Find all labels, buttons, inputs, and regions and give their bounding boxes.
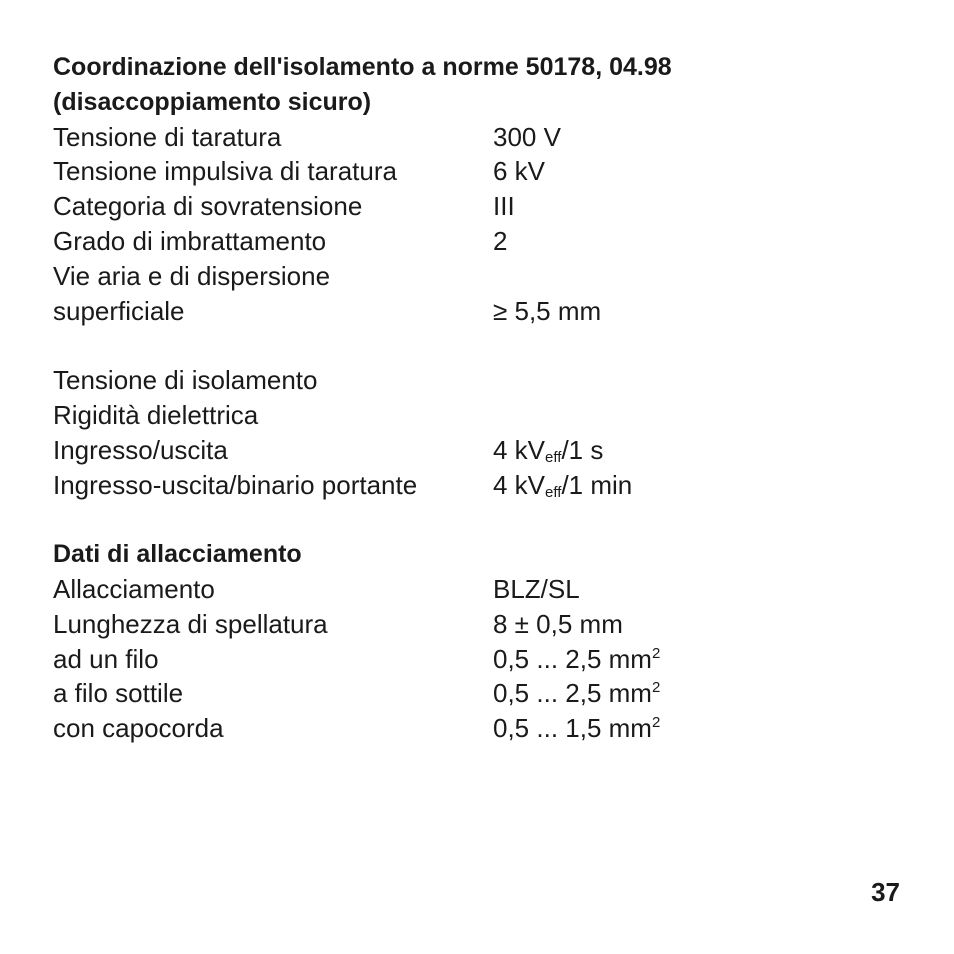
spec-label: Ingresso/uscita (53, 434, 228, 465)
spec-row (53, 676, 913, 711)
heading-line-1: Coordinazione dell'isolamento a norme 50178, 04.98 (53, 53, 672, 81)
spec-value: 2 (493, 225, 508, 256)
spec-row (53, 294, 913, 329)
document-body (53, 50, 913, 746)
value-subscript: eff (545, 448, 562, 466)
heading-line-2: (disaccoppiamento sicuro) (53, 87, 372, 116)
spec-value: 6 kV (493, 156, 546, 187)
section-title-line (53, 363, 913, 398)
spec-row (53, 642, 913, 677)
spec-label: Ingresso-uscita/binario portante (53, 469, 418, 500)
spec-row (53, 154, 913, 189)
section-heading-connection (53, 537, 913, 572)
spec-row (53, 468, 913, 503)
spacer (53, 328, 913, 363)
spec-row (53, 224, 913, 259)
spec-value: BLZ/SL (493, 573, 580, 604)
section-title-line (53, 398, 913, 433)
spec-row (53, 711, 913, 746)
spec-label: Allacciamento (53, 573, 215, 604)
spec-value: 300 V (493, 121, 561, 152)
spec-row (53, 572, 913, 607)
spec-value: ≥ 5,5 mm (493, 295, 602, 326)
spec-value: III (493, 191, 515, 222)
value-superscript: 2 (651, 644, 661, 662)
spec-value (493, 468, 632, 503)
value-main: 4 kV (493, 434, 546, 465)
value-subscript: eff (545, 483, 562, 501)
spec-value (493, 711, 660, 746)
spec-row (53, 433, 913, 468)
section-subtitle: Rigidità dielettrica (53, 399, 259, 430)
spec-value (493, 642, 660, 677)
spec-label: superficiale (53, 295, 185, 326)
spec-label: Tensione impulsiva di taratura (53, 156, 397, 187)
spec-label: Grado di imbrattamento (53, 225, 327, 256)
spec-label: Vie aria e di dispersione (53, 260, 331, 291)
spec-row (53, 120, 913, 155)
section-heading-insulation-sub (53, 85, 913, 120)
heading-connection: Dati di allacciamento (53, 540, 302, 569)
spec-label: Tensione di taratura (53, 121, 282, 152)
spec-value: 8 ± 0,5 mm (493, 608, 623, 639)
spec-label: ad un filo (53, 643, 159, 674)
spec-label: Categoria di sovratensione (53, 191, 363, 222)
value-main: 0,5 ... 2,5 mm (493, 678, 652, 709)
value-suffix: /1 min (561, 469, 633, 500)
spec-row (53, 189, 913, 224)
value-main: 0,5 ... 2,5 mm (493, 643, 652, 674)
value-suffix: /1 s (561, 434, 604, 465)
spec-value (493, 676, 660, 711)
spacer (53, 502, 913, 537)
page-number: 37 (871, 877, 900, 907)
spec-label: con capocorda (53, 713, 224, 744)
spec-value (493, 433, 603, 468)
spec-row (53, 259, 913, 294)
value-superscript: 2 (651, 679, 661, 697)
value-superscript: 2 (651, 714, 661, 732)
value-main: 0,5 ... 1,5 mm (493, 713, 652, 744)
value-main: 4 kV (493, 469, 546, 500)
section-title: Tensione di isolamento (53, 365, 318, 396)
spec-row (53, 607, 913, 642)
spec-label: Lunghezza di spellatura (53, 608, 328, 639)
spec-label: a filo sottile (53, 678, 184, 709)
section-heading-insulation (53, 50, 913, 85)
